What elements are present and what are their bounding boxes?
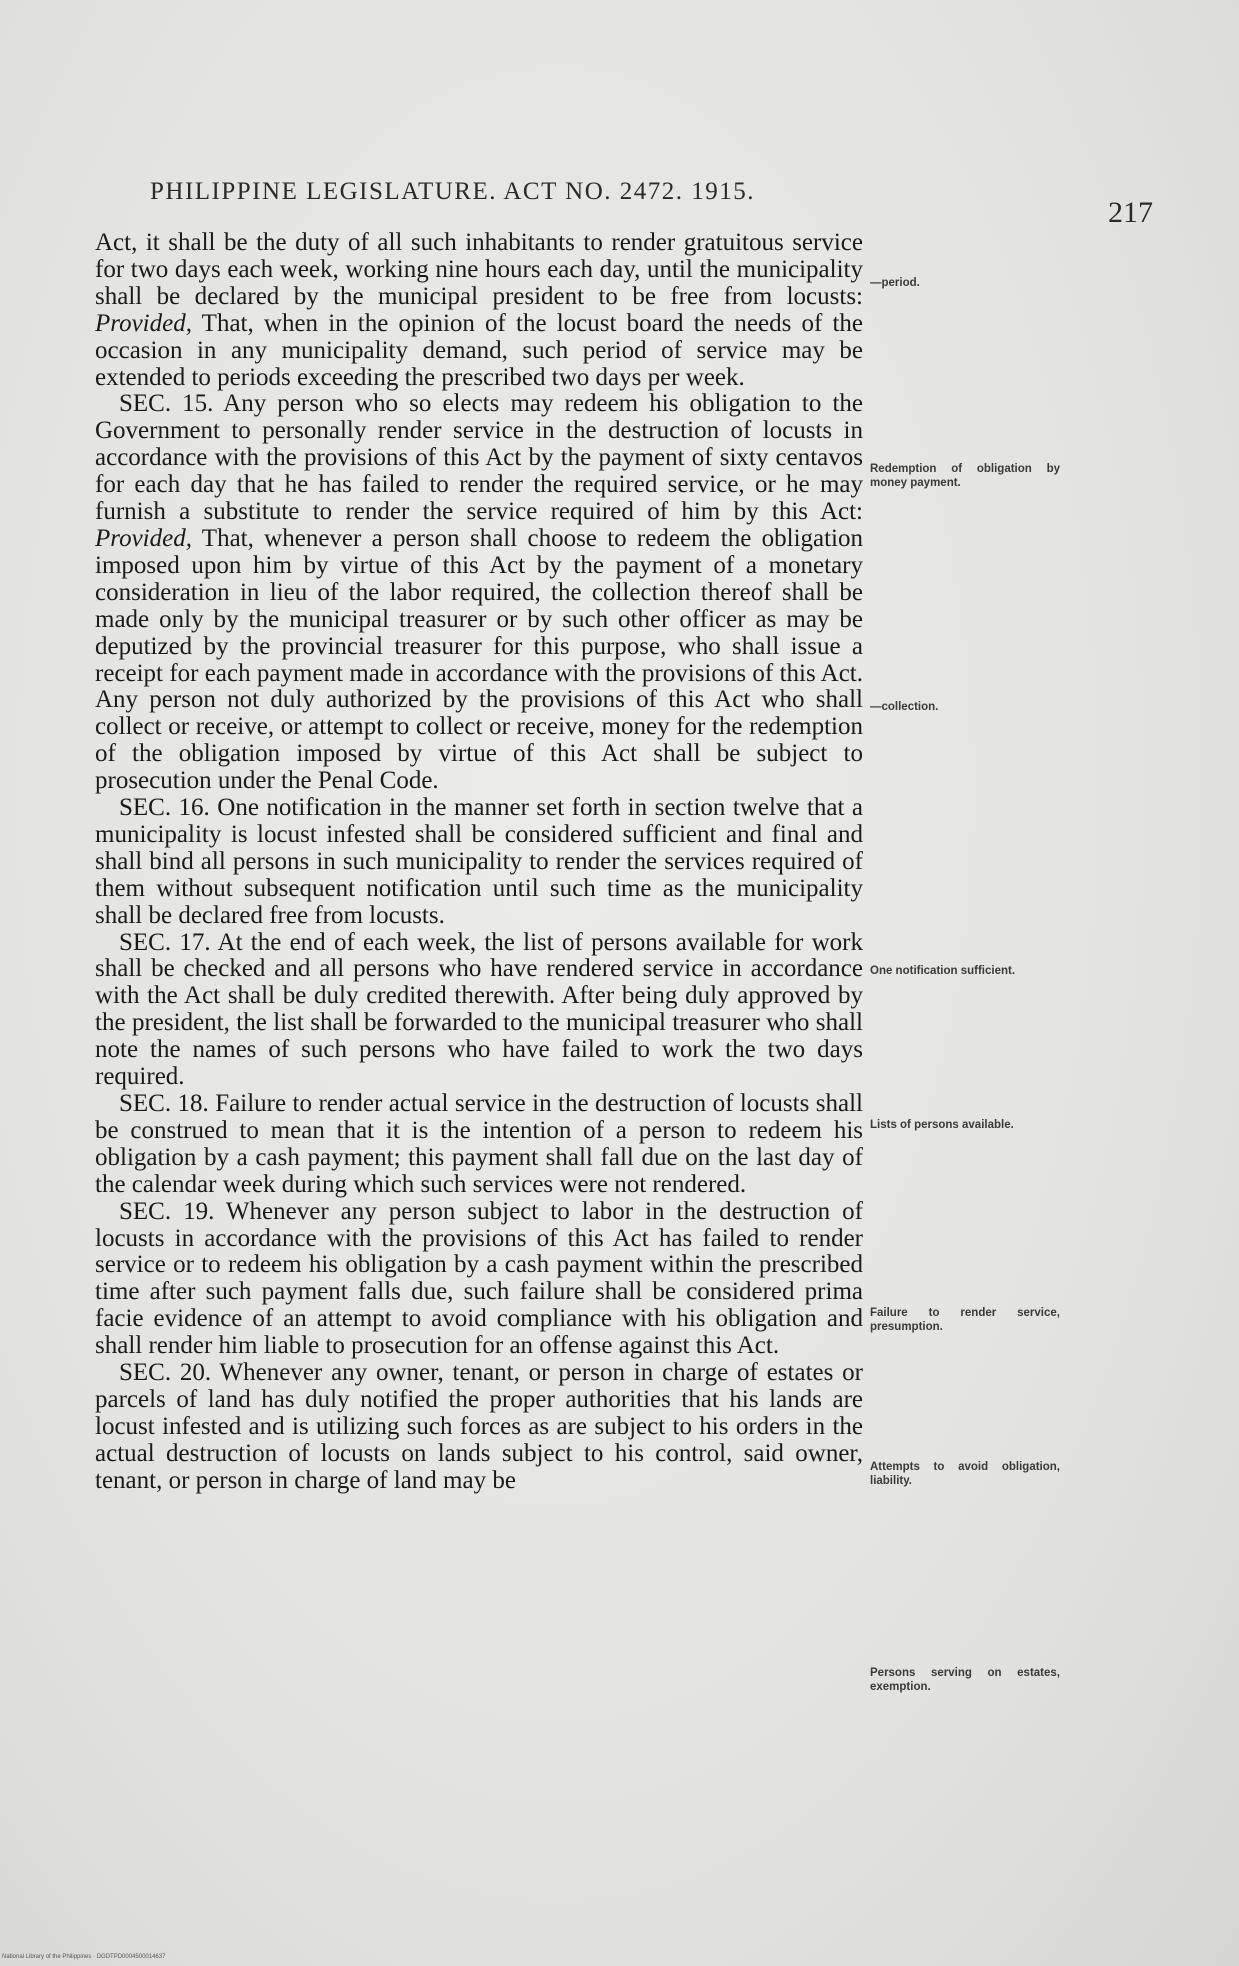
proviso: Provided, [95, 524, 192, 552]
section-label: SEC. 19. [119, 1197, 215, 1225]
section-16: SEC. 16. One notification in the manner set forth in section twelve that a municipality is locust infested shall be considered sufficient and final and shall bind all persons in such municipality to render the services required of them without subsequent notification until such time as the municipality shall be declared free from locusts. [95, 794, 863, 929]
section-17: SEC. 17. At the end of each week, the list of persons available for work shall be checked and all persons who have rendered service in accordance with the Act shall be duly credited therewith. After being duly approved by the president, the list shall be forwarded to the municipal treasurer who shall note the names of such persons who have failed to work the two days required. [95, 928, 863, 1091]
section-18: SEC. 18. Failure to render actual service in the destruction of locusts shall be construed to mean that it is the intention of a person to redeem his obligation by a cash payment; this payment shall fall due on the last day of the calendar week during which such services were not rendered. [95, 1090, 863, 1198]
margin-note-lists: Lists of persons available. [870, 1119, 1014, 1131]
section-15: SEC. 15. Any person who so elects may redeem his obligation to the Government to personally render service in the destruction of locusts in accordance with the provisions of this Act by the payment of sixty centavos for each day that he has failed to render the required service, or he may furnish a substitute to render the service required of him by this Act: Provided, That, whenever a person shall choose to redeem the obligation imposed upon him by virtue of this Act by the payment of a monetary consideration in lieu of the labor required, the collection thereof shall be made only by the municipal treasurer or by such other officer as may be deputized by the provincial treasurer for this purpose, who shall issue a receipt for each payment made in accordance with the provisions of this Act. Any person not duly authorized by the provisions of this Act who shall collect or receive, or attempt to collect or receive, money for the redemption of the obligation imposed by virtue of this Act shall be subject to prosecution under the Penal Code. [95, 390, 863, 795]
scan-footer-credit: National Library of the Philippines · DGDTPD0004500014637 [2, 1954, 166, 1960]
margin-note-attempts: Attempts to avoid obligation, liability. [870, 1461, 1060, 1487]
section-label: SEC. 17. [119, 928, 211, 956]
section-label: SEC. 16. [119, 794, 210, 822]
margin-note-collection: —collection. [870, 701, 939, 713]
page-number: 217 [1108, 196, 1153, 229]
section-19: SEC. 19. Whenever any person subject to labor in the destruction of locusts in accordance with the provisions of this Act has failed to render service or to redeem his obligation by a cash payment within the prescribed time after such payment falls due, such failure shall be considered prima facie evidence of an attempt to avoid compliance with his obligation and shall render him liable to prosecution for an offense against this Act. [95, 1197, 864, 1360]
proviso: Provided, [95, 309, 192, 337]
margin-note-notification: One notification sufficient. [870, 965, 1016, 977]
act-body-text [95, 230, 863, 1495]
section-20: SEC. 20. Whenever any owner, tenant, or person in charge of estates or parcels of land has duly notified the proper authorities that his lands are locust infested and is utilizing such forces as are subject to his orders in the actual destruction of locusts on lands subject to his control, said owner, tenant, or person in charge of land may be [95, 1359, 863, 1494]
section-label: SEC. 18. [119, 1090, 209, 1117]
section-label: SEC. 20. [119, 1359, 212, 1387]
section-label: SEC. 15. [119, 390, 214, 418]
margin-note-period: —period. [870, 277, 920, 289]
paragraph-continued: Act, it shall be the duty of all such inhabitants to render gratuitous service for two days each week, working nine hours each day, until the municipality shall be declared by the municipal president to be free from locusts: Provided, That, when in the opinion of the locust board the needs of the occasion in any municipality demand, such period of service may be extended to periods exceeding the prescribed two days per week. [95, 229, 863, 391]
margin-note-failure: Failure to render service, presumption. [870, 1307, 1060, 1333]
running-header: PHILIPPINE LEGISLATURE. ACT NO. 2472. 1915. [150, 178, 756, 205]
margin-note-persons-serving: Persons serving on estates, exemption. [870, 1667, 1060, 1693]
margin-note-redemption: Redemption of obligation by money payment. [870, 463, 1060, 489]
